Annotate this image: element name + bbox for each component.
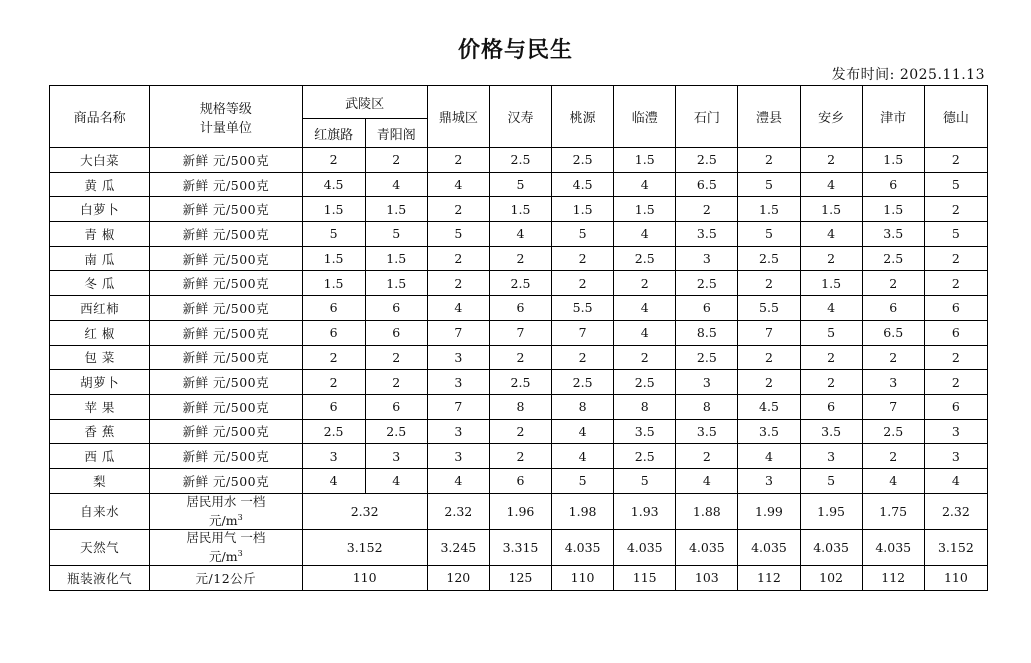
price-cell: 2 — [676, 197, 738, 222]
price-cell: 2 — [924, 197, 987, 222]
table-row — [50, 222, 988, 247]
price-cell: 4 — [365, 468, 427, 493]
product-name: 冬 瓜 — [50, 271, 150, 296]
price-cell: 8 — [614, 394, 676, 419]
price-cell: 4.035 — [738, 529, 800, 565]
price-cell: 2 — [924, 370, 987, 395]
price-cell: 5.5 — [552, 296, 614, 321]
product-spec: 新鲜 元/500克 — [150, 419, 302, 444]
price-cell: 1.5 — [862, 148, 924, 173]
table-row — [50, 444, 988, 469]
utility-unit-sup: 3 — [237, 512, 243, 522]
price-cell: 2 — [489, 444, 551, 469]
header-district: 安乡 — [800, 86, 862, 148]
utility-spec-line2 — [150, 546, 301, 565]
price-cell: 125 — [489, 565, 551, 590]
price-cell: 6 — [862, 296, 924, 321]
price-cell: 1.5 — [365, 197, 427, 222]
price-cell: 3 — [365, 444, 427, 469]
price-cell: 4 — [800, 296, 862, 321]
price-cell: 1.5 — [738, 197, 800, 222]
price-cell: 8 — [552, 394, 614, 419]
price-cell: 4 — [427, 172, 489, 197]
price-cell: 8.5 — [676, 320, 738, 345]
table-row — [50, 296, 988, 321]
utility-spec-line2 — [150, 510, 301, 529]
price-cell: 7 — [552, 320, 614, 345]
table-row — [50, 197, 988, 222]
price-cell: 1.98 — [552, 493, 614, 529]
price-cell: 2 — [924, 246, 987, 271]
header-district: 桃源 — [552, 86, 614, 148]
price-cell: 2 — [552, 271, 614, 296]
table-row — [50, 345, 988, 370]
price-cell: 6 — [924, 394, 987, 419]
price-cell: 7 — [427, 320, 489, 345]
utility-spec-line1: 居民用气 一档 — [186, 529, 266, 545]
price-cell: 2.5 — [738, 246, 800, 271]
price-cell: 4.5 — [302, 172, 365, 197]
product-spec: 新鲜 元/500克 — [150, 296, 302, 321]
price-cell: 2 — [738, 370, 800, 395]
price-cell: 5 — [738, 222, 800, 247]
price-cell: 1.5 — [614, 197, 676, 222]
price-cell: 6 — [489, 468, 551, 493]
product-spec: 新鲜 元/500克 — [150, 370, 302, 395]
price-cell: 1.5 — [800, 271, 862, 296]
price-cell: 2.5 — [489, 370, 551, 395]
price-cell: 4 — [614, 296, 676, 321]
table-row — [50, 148, 988, 173]
price-cell: 1.88 — [676, 493, 738, 529]
price-cell: 7 — [489, 320, 551, 345]
price-cell: 2.5 — [552, 148, 614, 173]
price-cell: 2 — [365, 345, 427, 370]
price-cell: 3 — [676, 246, 738, 271]
price-cell: 2.5 — [614, 370, 676, 395]
price-cell: 2 — [800, 246, 862, 271]
table-row — [50, 468, 988, 493]
price-cell: 2 — [924, 345, 987, 370]
price-cell: 2 — [676, 444, 738, 469]
price-cell: 2 — [862, 345, 924, 370]
price-cell: 112 — [738, 565, 800, 590]
utility-row — [50, 493, 988, 529]
price-cell: 1.5 — [862, 197, 924, 222]
price-cell: 2.5 — [489, 271, 551, 296]
price-cell: 4 — [614, 172, 676, 197]
price-cell: 1.5 — [552, 197, 614, 222]
price-cell-wuling: 110 — [302, 565, 427, 590]
price-cell: 6 — [862, 172, 924, 197]
price-cell: 7 — [427, 394, 489, 419]
price-cell: 2.5 — [302, 419, 365, 444]
price-cell: 6 — [924, 296, 987, 321]
price-cell: 6 — [302, 394, 365, 419]
price-cell: 5 — [427, 222, 489, 247]
utility-spec — [150, 493, 302, 529]
price-cell: 5 — [302, 222, 365, 247]
price-cell: 1.95 — [800, 493, 862, 529]
price-cell: 2 — [365, 148, 427, 173]
product-name: 大白菜 — [50, 148, 150, 173]
price-cell: 2 — [800, 345, 862, 370]
price-cell: 6 — [302, 296, 365, 321]
price-cell: 3.5 — [676, 419, 738, 444]
price-cell: 4.035 — [676, 529, 738, 565]
product-spec: 新鲜 元/500克 — [150, 172, 302, 197]
table-row — [50, 370, 988, 395]
price-cell: 4.5 — [552, 172, 614, 197]
price-cell: 3.5 — [676, 222, 738, 247]
price-cell: 5 — [924, 222, 987, 247]
product-spec: 新鲜 元/500克 — [150, 320, 302, 345]
price-cell: 5 — [365, 222, 427, 247]
price-cell: 4 — [552, 419, 614, 444]
price-cell: 6 — [924, 320, 987, 345]
price-cell: 6.5 — [862, 320, 924, 345]
utility-row — [50, 529, 988, 565]
price-cell: 2.5 — [676, 345, 738, 370]
product-name: 白萝卜 — [50, 197, 150, 222]
price-cell: 2 — [489, 246, 551, 271]
price-cell: 4 — [800, 222, 862, 247]
price-cell: 2 — [427, 246, 489, 271]
price-cell: 4.035 — [800, 529, 862, 565]
price-cell: 2.5 — [489, 148, 551, 173]
price-cell: 1.93 — [614, 493, 676, 529]
price-cell: 1.5 — [302, 271, 365, 296]
price-cell: 6.5 — [676, 172, 738, 197]
price-cell: 4.5 — [738, 394, 800, 419]
price-cell: 2.32 — [924, 493, 987, 529]
price-cell: 6 — [365, 296, 427, 321]
utility-name: 自来水 — [50, 493, 150, 529]
product-spec: 新鲜 元/500克 — [150, 222, 302, 247]
price-cell: 2.5 — [676, 148, 738, 173]
price-cell: 4 — [862, 468, 924, 493]
price-cell: 112 — [862, 565, 924, 590]
utility-spec-line1: 居民用水 一档 — [186, 493, 266, 509]
price-cell: 8 — [676, 394, 738, 419]
product-name: 红 椒 — [50, 320, 150, 345]
price-cell: 2 — [862, 444, 924, 469]
product-spec: 新鲜 元/500克 — [150, 444, 302, 469]
table-row — [50, 246, 988, 271]
utility-spec — [150, 529, 302, 565]
table-row — [50, 271, 988, 296]
price-cell-wuling: 2.32 — [302, 493, 427, 529]
price-cell: 2 — [427, 197, 489, 222]
price-cell: 2 — [924, 148, 987, 173]
price-cell: 4 — [489, 222, 551, 247]
header-name: 商品名称 — [50, 86, 150, 148]
product-name: 青 椒 — [50, 222, 150, 247]
price-cell: 102 — [800, 565, 862, 590]
product-spec: 新鲜 元/500克 — [150, 246, 302, 271]
header-wuling-sub: 青阳阁 — [365, 119, 427, 148]
price-cell: 3 — [302, 444, 365, 469]
price-cell: 1.5 — [365, 271, 427, 296]
product-spec: 新鲜 元/500克 — [150, 148, 302, 173]
price-cell: 2 — [800, 370, 862, 395]
price-cell: 4 — [800, 172, 862, 197]
price-cell: 5 — [614, 468, 676, 493]
product-name: 黄 瓜 — [50, 172, 150, 197]
utility-unit-sup: 3 — [237, 548, 243, 558]
price-cell: 5.5 — [738, 296, 800, 321]
price-cell: 4 — [365, 172, 427, 197]
price-cell: 4 — [924, 468, 987, 493]
product-name: 包 菜 — [50, 345, 150, 370]
product-name: 梨 — [50, 468, 150, 493]
table-row — [50, 320, 988, 345]
price-cell: 3.152 — [924, 529, 987, 565]
header-spec-line1: 规格等级 — [199, 101, 252, 117]
price-cell: 1.5 — [302, 246, 365, 271]
price-cell: 3 — [738, 468, 800, 493]
price-cell: 2.5 — [614, 246, 676, 271]
price-cell: 5 — [924, 172, 987, 197]
price-cell: 1.5 — [489, 197, 551, 222]
utility-unit: 元/m — [209, 512, 238, 528]
price-cell-wuling: 3.152 — [302, 529, 427, 565]
price-cell: 5 — [800, 468, 862, 493]
price-cell: 120 — [427, 565, 489, 590]
publish-time: 发布时间: 2025.11.13 — [831, 67, 985, 83]
price-cell: 4.035 — [552, 529, 614, 565]
lpg-name: 瓶装液化气 — [50, 565, 150, 590]
price-cell: 2.5 — [862, 246, 924, 271]
table-row — [50, 394, 988, 419]
price-cell: 2 — [862, 271, 924, 296]
lpg-row — [50, 565, 988, 590]
price-cell: 2.5 — [365, 419, 427, 444]
header-district: 澧县 — [738, 86, 800, 148]
header-district: 汉寿 — [489, 86, 551, 148]
price-cell: 2.5 — [614, 444, 676, 469]
price-cell: 2 — [552, 246, 614, 271]
header-spec-line2: 计量单位 — [199, 120, 252, 136]
price-cell: 5 — [800, 320, 862, 345]
utility-name: 天然气 — [50, 529, 150, 565]
price-cell: 2 — [738, 148, 800, 173]
price-cell: 2 — [427, 271, 489, 296]
table-row — [50, 419, 988, 444]
price-cell: 2 — [614, 271, 676, 296]
price-cell: 110 — [924, 565, 987, 590]
price-cell: 4 — [427, 296, 489, 321]
price-cell: 2 — [738, 345, 800, 370]
price-cell: 2 — [427, 148, 489, 173]
price-cell: 1.5 — [365, 246, 427, 271]
product-spec: 新鲜 元/500克 — [150, 345, 302, 370]
price-cell: 2 — [614, 345, 676, 370]
price-cell: 6 — [365, 320, 427, 345]
price-cell: 4 — [738, 444, 800, 469]
price-cell: 2.32 — [427, 493, 489, 529]
price-cell: 5 — [552, 222, 614, 247]
price-cell: 110 — [552, 565, 614, 590]
price-cell: 2.5 — [862, 419, 924, 444]
price-cell: 3 — [862, 370, 924, 395]
price-cell: 5 — [552, 468, 614, 493]
price-cell: 1.75 — [862, 493, 924, 529]
price-cell: 3 — [924, 419, 987, 444]
price-cell: 1.5 — [614, 148, 676, 173]
price-cell: 7 — [862, 394, 924, 419]
price-cell: 2 — [365, 370, 427, 395]
product-name: 香 蕉 — [50, 419, 150, 444]
product-name: 南 瓜 — [50, 246, 150, 271]
header-district: 津市 — [862, 86, 924, 148]
price-cell: 6 — [800, 394, 862, 419]
price-cell: 3 — [427, 345, 489, 370]
product-name: 胡萝卜 — [50, 370, 150, 395]
utility-unit: 元/m — [209, 548, 238, 564]
price-cell: 1.96 — [489, 493, 551, 529]
product-name: 西红柿 — [50, 296, 150, 321]
price-cell: 4 — [614, 222, 676, 247]
price-cell: 4 — [676, 468, 738, 493]
header-district: 石门 — [676, 86, 738, 148]
header-wuling: 武陵区 — [302, 86, 427, 119]
price-cell: 6 — [302, 320, 365, 345]
price-cell: 3 — [800, 444, 862, 469]
price-cell: 3.245 — [427, 529, 489, 565]
price-cell: 2 — [800, 148, 862, 173]
header-spec — [150, 86, 302, 148]
product-spec: 新鲜 元/500克 — [150, 271, 302, 296]
header-district: 德山 — [924, 86, 987, 148]
table-row — [50, 172, 988, 197]
price-cell: 4 — [552, 444, 614, 469]
price-cell: 8 — [489, 394, 551, 419]
header-district: 鼎城区 — [427, 86, 489, 148]
price-cell: 103 — [676, 565, 738, 590]
product-name: 苹 果 — [50, 394, 150, 419]
price-cell: 115 — [614, 565, 676, 590]
price-cell: 2.5 — [676, 271, 738, 296]
price-cell: 1.5 — [800, 197, 862, 222]
price-cell: 2 — [552, 345, 614, 370]
price-cell: 3 — [427, 444, 489, 469]
price-cell: 7 — [738, 320, 800, 345]
price-cell: 6 — [676, 296, 738, 321]
header-wuling-sub: 红旗路 — [302, 119, 365, 148]
price-cell: 3 — [676, 370, 738, 395]
price-cell: 5 — [489, 172, 551, 197]
price-cell: 3.5 — [738, 419, 800, 444]
price-cell: 6 — [489, 296, 551, 321]
page-title: 价格与民生 — [457, 38, 573, 63]
price-cell: 3 — [924, 444, 987, 469]
price-cell: 3 — [427, 370, 489, 395]
product-spec: 新鲜 元/500克 — [150, 468, 302, 493]
header-district: 临澧 — [614, 86, 676, 148]
price-cell: 2 — [302, 345, 365, 370]
price-cell: 3 — [427, 419, 489, 444]
price-cell: 2 — [738, 271, 800, 296]
price-cell: 2 — [489, 419, 551, 444]
price-cell: 4.035 — [614, 529, 676, 565]
product-spec: 新鲜 元/500克 — [150, 394, 302, 419]
price-cell: 2.5 — [552, 370, 614, 395]
price-cell: 4 — [427, 468, 489, 493]
price-cell: 2 — [924, 271, 987, 296]
price-cell: 4 — [614, 320, 676, 345]
product-spec: 新鲜 元/500克 — [150, 197, 302, 222]
price-cell: 3.5 — [862, 222, 924, 247]
price-cell: 5 — [738, 172, 800, 197]
price-cell: 6 — [365, 394, 427, 419]
product-name: 西 瓜 — [50, 444, 150, 469]
price-cell: 2 — [489, 345, 551, 370]
price-cell: 3.315 — [489, 529, 551, 565]
price-cell: 2 — [302, 148, 365, 173]
price-cell: 1.5 — [302, 197, 365, 222]
price-cell: 3.5 — [614, 419, 676, 444]
price-cell: 2 — [302, 370, 365, 395]
price-cell: 3.5 — [800, 419, 862, 444]
price-table — [49, 85, 988, 591]
price-cell: 4.035 — [862, 529, 924, 565]
price-cell: 1.99 — [738, 493, 800, 529]
lpg-spec: 元/12公斤 — [150, 565, 302, 590]
price-cell: 4 — [302, 468, 365, 493]
